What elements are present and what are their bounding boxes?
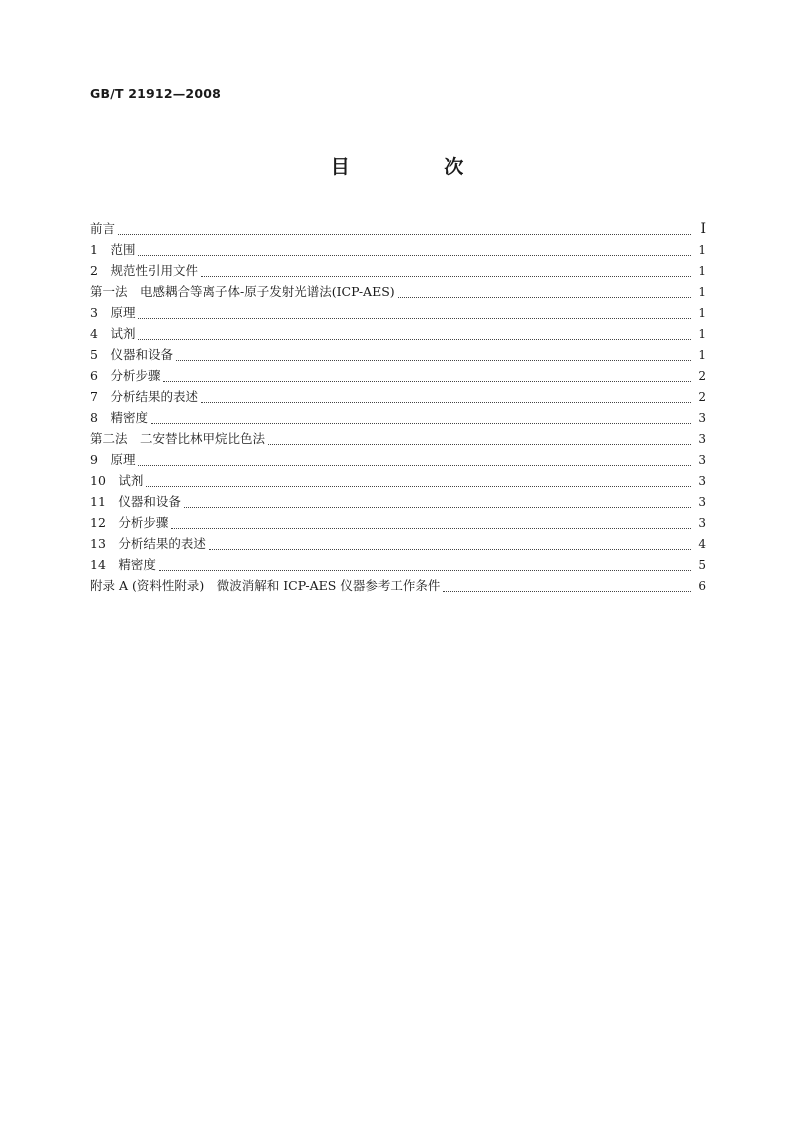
toc-entry-results-expression-2[interactable]: [90, 533, 706, 554]
toc-entry-page: 6: [698, 579, 706, 593]
toc-entry-page: 1: [698, 285, 706, 299]
dot-leader: [398, 297, 691, 298]
dot-leader: [176, 360, 691, 361]
dot-leader: [146, 486, 691, 487]
toc-entry-page: 5: [698, 558, 706, 572]
standard-code: GB/T 21912—2008: [90, 86, 222, 101]
toc-entry-label: 6 分析步骤: [90, 368, 161, 383]
toc-entry-foreword[interactable]: [90, 218, 706, 239]
dot-leader: [268, 444, 691, 445]
toc-entry-label: 9 原理: [90, 452, 136, 467]
dot-leader: [138, 465, 691, 466]
page-title: 目 次: [330, 156, 508, 178]
toc-entry-label: 1 范围: [90, 242, 136, 257]
toc-entry-precision[interactable]: [90, 407, 706, 428]
toc-entry-label: 8 精密度: [90, 410, 148, 425]
toc-entry-page: 1: [698, 306, 706, 320]
toc-entry-label: 14 精密度: [90, 557, 156, 572]
toc-entry-page: 1: [698, 264, 706, 278]
dot-leader: [118, 234, 691, 235]
dot-leader: [151, 423, 691, 424]
toc-entry-label: 3 原理: [90, 305, 136, 320]
toc-entry-normative-references[interactable]: [90, 260, 706, 281]
toc-entry-page: 3: [698, 474, 706, 488]
toc-entry-label: 4 试剂: [90, 326, 136, 341]
toc-entry-annex-a[interactable]: [90, 575, 706, 596]
toc-entry-page: 3: [698, 432, 706, 446]
toc-entry-page: 3: [698, 411, 706, 425]
toc-entry-apparatus-2[interactable]: [90, 491, 706, 512]
dot-leader: [201, 402, 691, 403]
toc-entry-label: 前言: [90, 221, 116, 236]
toc-entry-label: 10 试剂: [90, 473, 144, 488]
toc-entry-principle[interactable]: [90, 302, 706, 323]
toc-entry-label: 13 分析结果的表述: [90, 536, 206, 551]
toc-entry-label: 7 分析结果的表述: [90, 389, 198, 404]
toc-entry-principle-2[interactable]: [90, 449, 706, 470]
toc-entry-page: 4: [698, 537, 706, 551]
toc-entry-results-expression[interactable]: [90, 386, 706, 407]
toc-entry-method-two[interactable]: [90, 428, 706, 449]
toc-entry-label: 5 仪器和设备: [90, 347, 173, 362]
dot-leader: [443, 591, 691, 592]
toc-entry-reagents[interactable]: [90, 323, 706, 344]
toc-entry-label: 第一法 电感耦合等离子体-原子发射光谱法(ICP-AES): [90, 284, 395, 299]
dot-leader: [201, 276, 691, 277]
dot-leader: [138, 255, 691, 256]
toc-entry-page: 1: [698, 243, 706, 257]
toc-entry-page: Ⅰ: [700, 221, 706, 237]
toc-entry-label: 12 分析步骤: [90, 515, 169, 530]
toc-entry-page: 1: [698, 327, 706, 341]
table-of-contents: [90, 218, 706, 596]
toc-entry-label: 11 仪器和设备: [90, 494, 181, 509]
toc-entry-method-one[interactable]: [90, 281, 706, 302]
toc-entry-reagents-2[interactable]: [90, 470, 706, 491]
toc-entry-analysis-steps[interactable]: [90, 365, 706, 386]
dot-leader: [209, 549, 691, 550]
toc-entry-page: 2: [698, 390, 706, 404]
dot-leader: [138, 318, 691, 319]
dot-leader: [171, 528, 691, 529]
toc-entry-analysis-steps-2[interactable]: [90, 512, 706, 533]
toc-entry-page: 3: [698, 495, 706, 509]
dot-leader: [163, 381, 691, 382]
dot-leader: [184, 507, 691, 508]
toc-entry-page: 2: [698, 369, 706, 383]
toc-entry-label: 2 规范性引用文件: [90, 263, 198, 278]
toc-entry-precision-2[interactable]: [90, 554, 706, 575]
dot-leader: [159, 570, 691, 571]
toc-entry-page: 3: [698, 516, 706, 530]
toc-entry-scope[interactable]: [90, 239, 706, 260]
toc-entry-page: 3: [698, 453, 706, 467]
toc-entry-page: 1: [698, 348, 706, 362]
dot-leader: [138, 339, 691, 340]
toc-entry-label: 附录 A (资料性附录) 微波消解和 ICP-AES 仪器参考工作条件: [90, 578, 441, 593]
toc-entry-apparatus[interactable]: [90, 344, 706, 365]
toc-entry-label: 第二法 二安替比林甲烷比色法: [90, 431, 266, 446]
